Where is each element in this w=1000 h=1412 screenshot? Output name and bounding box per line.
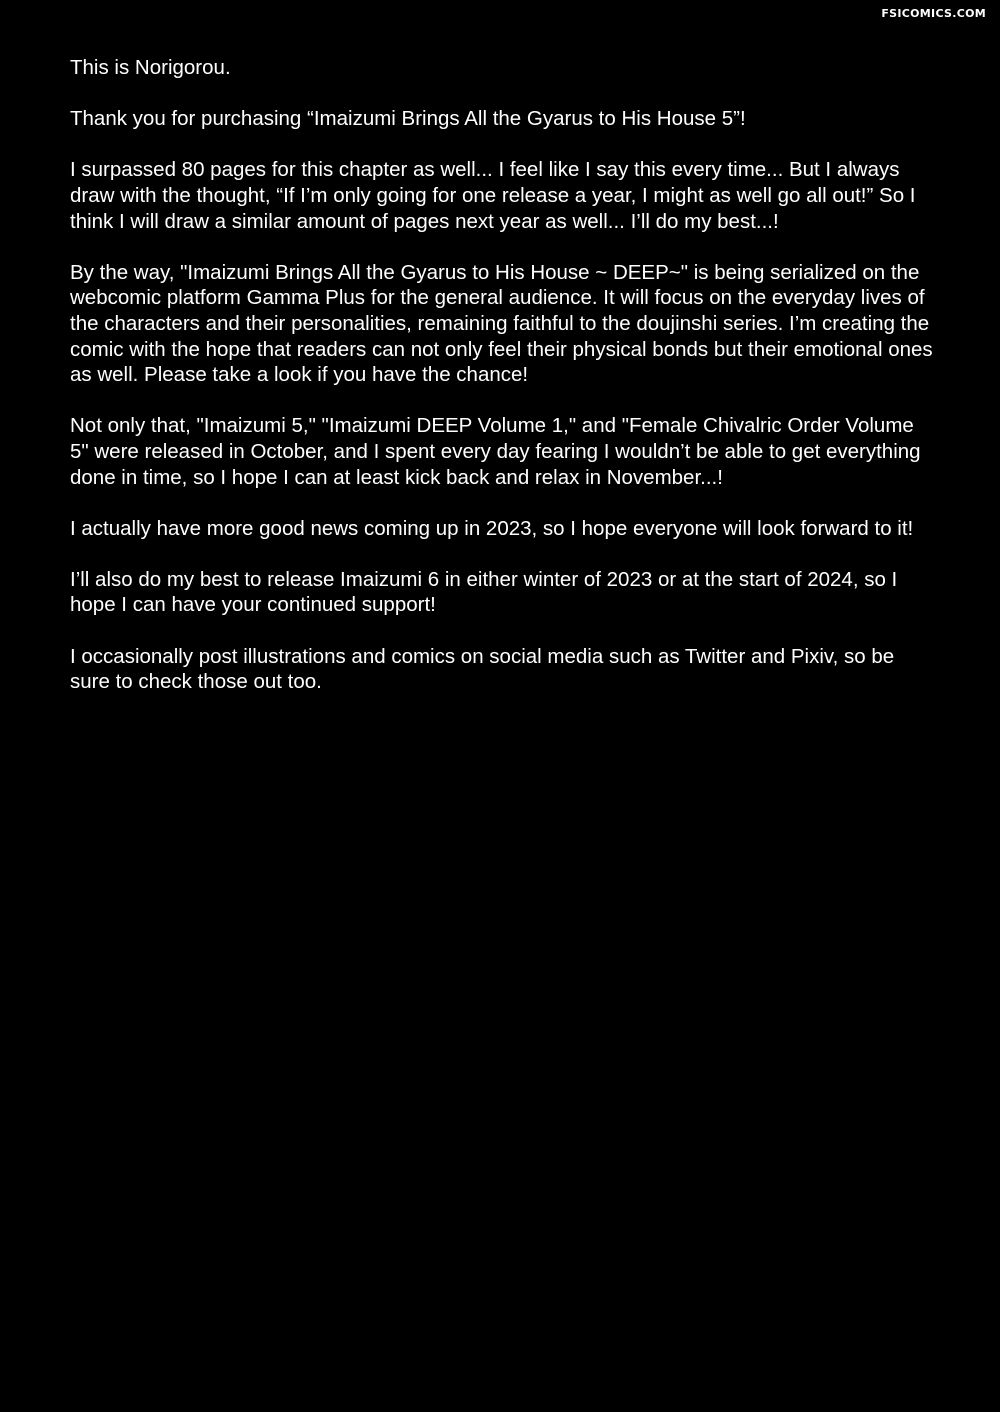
paragraph-greeting: This is Norigorou.: [70, 56, 231, 79]
paragraph-page-count: I surpassed 80 pages for this chapter as well... I feel like I say this every time... But I always draw with the thought, “If I’m only going for one release a year, I might as well go all out!” So I think I will draw a similar amount of pages next year as well... I’ll do my best...!: [70, 158, 916, 233]
paragraph-october-releases: Not only that, "Imaizumi 5," "Imaizumi DEEP Volume 1," and "Female Chivalric Order Volume 5" were released in October, and I spent every day fearing I wouldn’t be able to get everything done in time, so I hope I can at least kick back and relax in November...!: [70, 414, 921, 489]
paragraph-good-news: I actually have more good news coming up in 2023, so I hope everyone will look forward to it!: [70, 516, 914, 540]
paragraph-thanks: Thank you for purchasing “Imaizumi Brings All the Gyarus to His House 5”!: [70, 107, 746, 131]
afterword-letter: [70, 55, 938, 720]
site-watermark: FSICOMICS.COM: [881, 7, 986, 20]
paragraph-social-media: I occasionally post illustrations and comics on social media such as Twitter and Pixiv, so be sure to check those out too.: [70, 644, 895, 694]
paragraph-serialization: By the way, "Imaizumi Brings All the Gyarus to His House ~ DEEP~" is being serialized on the webcomic platform Gamma Plus for the general audience. It will focus on the everyday lives of the characters and their personalities, remaining faithful to the doujinshi series. I’m creating the comic with the hope that readers can not only feel their physical bonds but their emotional ones as well. Please take a look if you have the chance!: [70, 260, 933, 387]
paragraph-next-release: I’ll also do my best to release Imaizumi 6 in either winter of 2023 or at the start of 2024, so I hope I can have your continued support!: [70, 567, 898, 617]
